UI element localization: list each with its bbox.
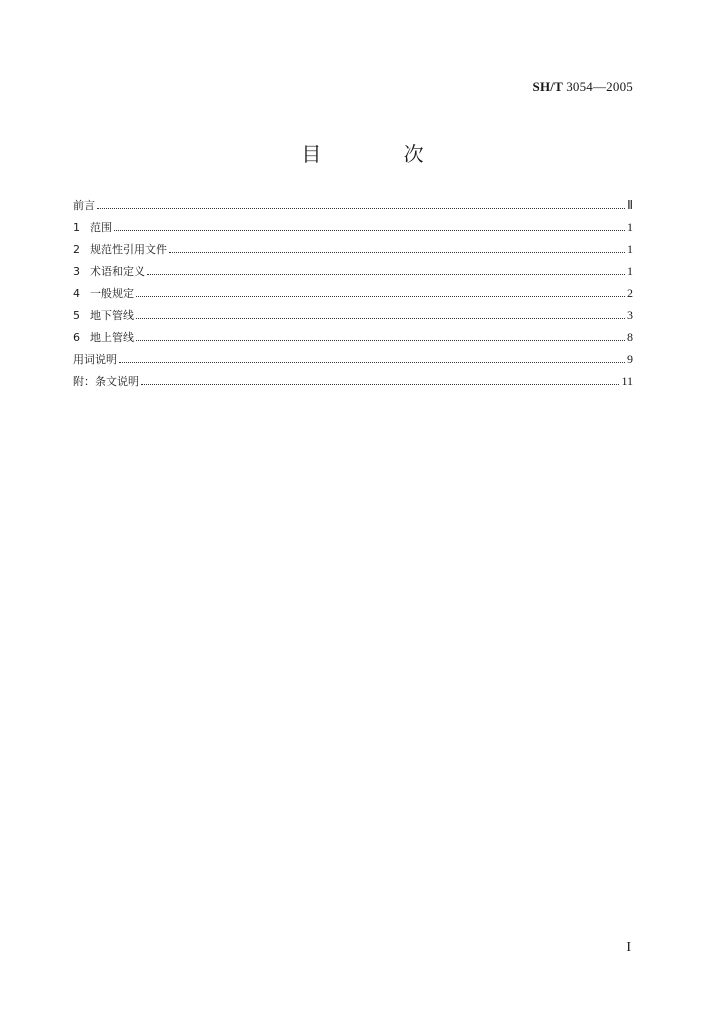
toc-label: 用词说明 bbox=[73, 353, 117, 366]
toc-page: 11 bbox=[621, 374, 633, 388]
toc-label: 一般规定 bbox=[90, 287, 134, 300]
toc-number: 3 bbox=[73, 265, 80, 278]
toc-number: 5 bbox=[73, 309, 80, 322]
toc-page: 1 bbox=[627, 220, 633, 234]
toc-entry-foreword[interactable] bbox=[73, 198, 633, 220]
toc-leader bbox=[119, 361, 625, 363]
toc-page: 1 bbox=[627, 242, 633, 256]
toc-label: 术语和定义 bbox=[90, 265, 145, 278]
standard-code bbox=[533, 79, 633, 95]
toc-leader bbox=[97, 207, 625, 209]
toc-leader bbox=[114, 229, 625, 231]
toc-number: 6 bbox=[73, 331, 80, 344]
standard-prefix: SH/T bbox=[532, 79, 563, 94]
table-of-contents bbox=[73, 198, 633, 396]
toc-leader bbox=[136, 317, 625, 319]
toc-entry-5[interactable] bbox=[73, 308, 633, 330]
toc-page: 9 bbox=[627, 352, 633, 366]
toc-page: Ⅱ bbox=[627, 198, 633, 212]
page-title: 目 次 bbox=[301, 142, 462, 166]
toc-label: 地上管线 bbox=[90, 331, 134, 344]
toc-number: 4 bbox=[73, 287, 80, 300]
toc-entry-appendix[interactable] bbox=[73, 374, 633, 396]
toc-entry-6[interactable] bbox=[73, 330, 633, 352]
toc-page: 2 bbox=[627, 286, 633, 300]
toc-page: 3 bbox=[627, 308, 633, 322]
toc-page: 1 bbox=[627, 264, 633, 278]
toc-label: 地下管线 bbox=[90, 309, 134, 322]
toc-number: 2 bbox=[73, 243, 80, 256]
toc-leader bbox=[141, 383, 619, 385]
page-number: I bbox=[626, 940, 631, 955]
toc-label: 范围 bbox=[90, 221, 112, 234]
toc-entry-4[interactable] bbox=[73, 286, 633, 308]
toc-entry-2[interactable] bbox=[73, 242, 633, 264]
toc-leader bbox=[169, 251, 625, 253]
toc-label: 规范性引用文件 bbox=[90, 243, 167, 256]
toc-number: 1 bbox=[73, 221, 80, 234]
toc-entry-terminology[interactable] bbox=[73, 352, 633, 374]
toc-entry-1[interactable] bbox=[73, 220, 633, 242]
toc-leader bbox=[147, 273, 625, 275]
toc-leader bbox=[136, 295, 625, 297]
toc-label: 附：条文说明 bbox=[73, 375, 139, 388]
standard-number: 3054—2005 bbox=[566, 79, 633, 94]
toc-leader bbox=[136, 339, 625, 341]
toc-label: 前言 bbox=[73, 199, 95, 212]
toc-entry-3[interactable] bbox=[73, 264, 633, 286]
toc-page: 8 bbox=[627, 330, 633, 344]
